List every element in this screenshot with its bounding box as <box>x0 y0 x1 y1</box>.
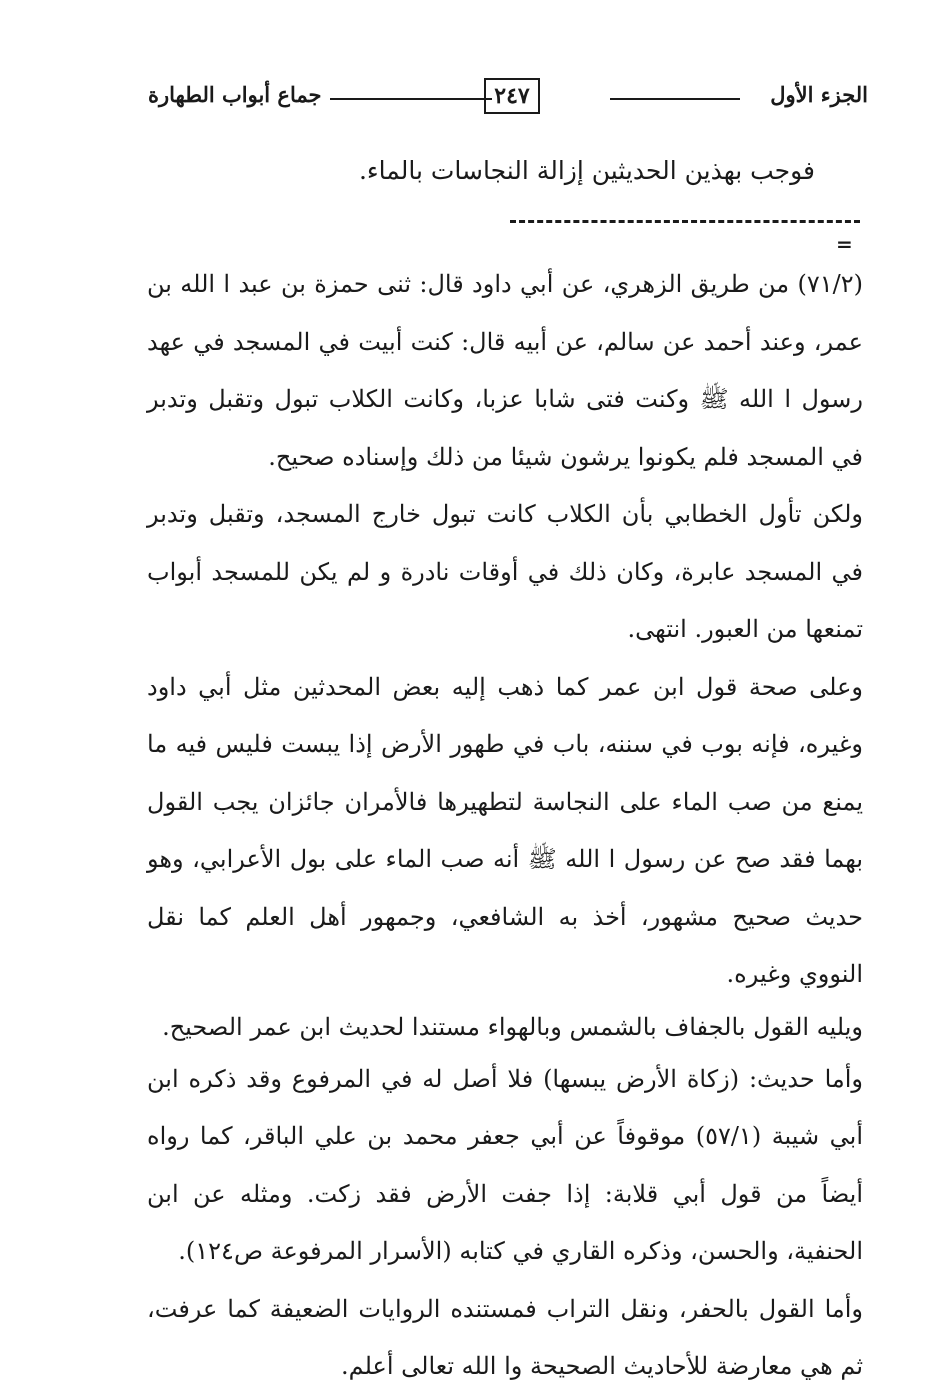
paragraph: وأما حديث: (زكاة الأرض يبسها) فلا أصل له في المرفوع وقد ذكره ابن أبي شيبة (٥٧/١) موقوفاً عن أبي جعفر محمد بن علي الباقر، كما رواه أيضاً من قول أبي قلابة: إذا جفت الأرض فقد زكت. ومثله عن ابن الحنفية، والحسن، وذكره القاري في كتابه (الأسرار المرفوعة ص١٢٤). <box>147 1064 863 1265</box>
intro-line: فوجب بهذين الحديثين إزالة النجاسات بالماء. <box>358 156 815 185</box>
running-header <box>148 74 868 124</box>
header-section: جماع أبواب الطهارة <box>148 82 322 107</box>
header-rule-right <box>610 98 740 100</box>
footnote-body <box>147 256 863 1396</box>
paragraph: وأما القول بالحفر، ونقل التراب فمستنده الروايات الضعيفة كما عرفت، ثم هي معارضة للأحاديث الصحيحة وا الله تعالى أعلم. <box>147 1294 863 1380</box>
footnote-separator <box>510 220 860 225</box>
header-part: الجزء الأول <box>770 82 868 107</box>
header-rule-left <box>330 98 492 100</box>
page-number: ٢٤٧ <box>484 78 540 114</box>
paragraph: ولكن تأول الخطابي بأن الكلاب كانت تبول خارج المسجد، وتقبل وتدبر في المسجد عابرة، وكان ذلك في أوقات نادرة و لم يكن للمسجد أبواب تمنعها من العبور. انتهى. <box>147 500 863 643</box>
paragraph: ويليه القول بالجفاف بالشمس وبالهواء مستندا لحديث ابن عمر الصحيح. <box>162 1012 863 1041</box>
paragraph: (٧١/٢) من طريق الزهري، عن أبي داود قال: ثنى حمزة بن عبد ا الله بن عمر، وعند أحمد عن سالم، عن أبيه قال: كنت أبيت في المسجد في عهد رسول ا الله ﷺ وكنت فتى شابا عزبا، وكانت الكلاب تبول وتقبل وتدبر في المسجد فلم يكونوا يرشون شيئا من ذلك وإسناده صحيح. <box>147 270 863 471</box>
paragraph: وعلى صحة قول ابن عمر كما ذهب إليه بعض المحدثين مثل أبي داود وغيره، فإنه بوب في سننه، باب في طهور الأرض إذا يبست فليس فيه ما يمنع من صب الماء على النجاسة لتطهيرها فالأمران جائزان يجب القول بهما فقد صح عن رسول ا الله ﷺ أنه صب الماء على بول الأعرابي، وهو حديث صحيح مشهور، أخذ به الشافعي، وجمهور أهل العلم كما نقل النووي وغيره. <box>147 672 863 988</box>
footnote-continuation-mark: = <box>836 232 853 256</box>
